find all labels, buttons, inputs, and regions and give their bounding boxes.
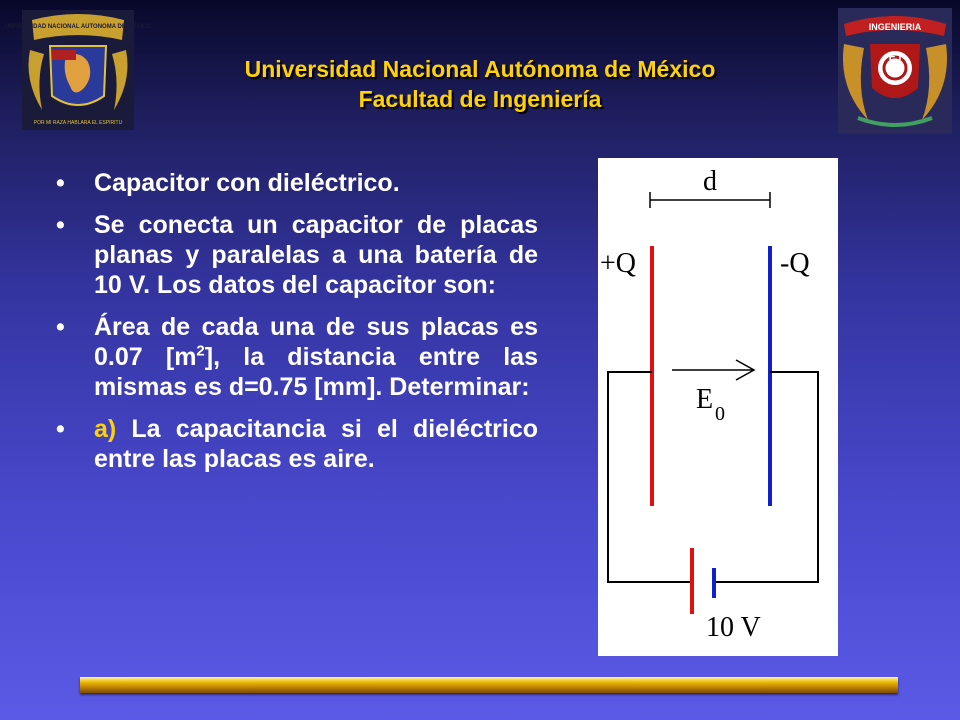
distance-label: d	[703, 166, 717, 197]
fi-crest-icon	[838, 8, 952, 134]
fi-crest-letters: F I	[888, 51, 902, 63]
bullet-item-2	[56, 210, 538, 300]
bullet-item-3	[56, 312, 538, 402]
faculty-name: Facultad de Ingeniería	[358, 86, 602, 112]
bullet-label-a: a)	[94, 415, 117, 443]
positive-charge-label: +Q	[600, 248, 637, 279]
battery-voltage-label: 10 V	[706, 612, 761, 643]
bullet-text-4: La capacitancia si el dieléctrico entre las placas es aire.	[94, 415, 538, 473]
bullet-marker: •	[56, 169, 65, 197]
bullet-marker: •	[56, 211, 65, 239]
field-label: E	[696, 384, 714, 415]
unam-motto: POR MI RAZA HABLARA EL ESPIRITU	[33, 120, 123, 126]
bullet-item-1	[56, 168, 538, 198]
bullet-text-1: Capacitor con dieléctrico.	[94, 169, 400, 197]
bullet-marker: •	[56, 415, 65, 443]
bullet-text-3-post: ], la distancia entre las mismas es d=0.75 [mm]. Determinar:	[94, 343, 538, 401]
unam-crest-text: UNIVERSIDAD NACIONAL AUTONOMA DE MEXICO	[4, 24, 152, 30]
bullet-text-3-sup: 2	[196, 342, 205, 360]
bullet-text-3-pre: Área de cada una de sus placas es 0.07 [m	[94, 313, 538, 371]
field-label-subscript: 0	[715, 403, 725, 425]
bullet-text-2: Se conecta un capacitor de placas planas y paralelas a una batería de 10 V. Los datos del capacitor son:	[94, 211, 538, 299]
fi-crest-text: INGENIERIA	[868, 22, 922, 32]
university-name: Universidad Nacional Autónoma de México	[244, 56, 716, 82]
capacitor-diagram	[598, 158, 838, 656]
circuit-wire-right	[714, 372, 818, 582]
slide-header	[150, 54, 810, 114]
footer-gold-rule	[80, 677, 898, 693]
bullet-list	[56, 168, 538, 486]
unam-crest-icon	[4, 10, 152, 130]
bullet-item-4	[56, 414, 538, 474]
bullet-marker: •	[56, 313, 65, 341]
negative-charge-label: -Q	[780, 248, 810, 279]
